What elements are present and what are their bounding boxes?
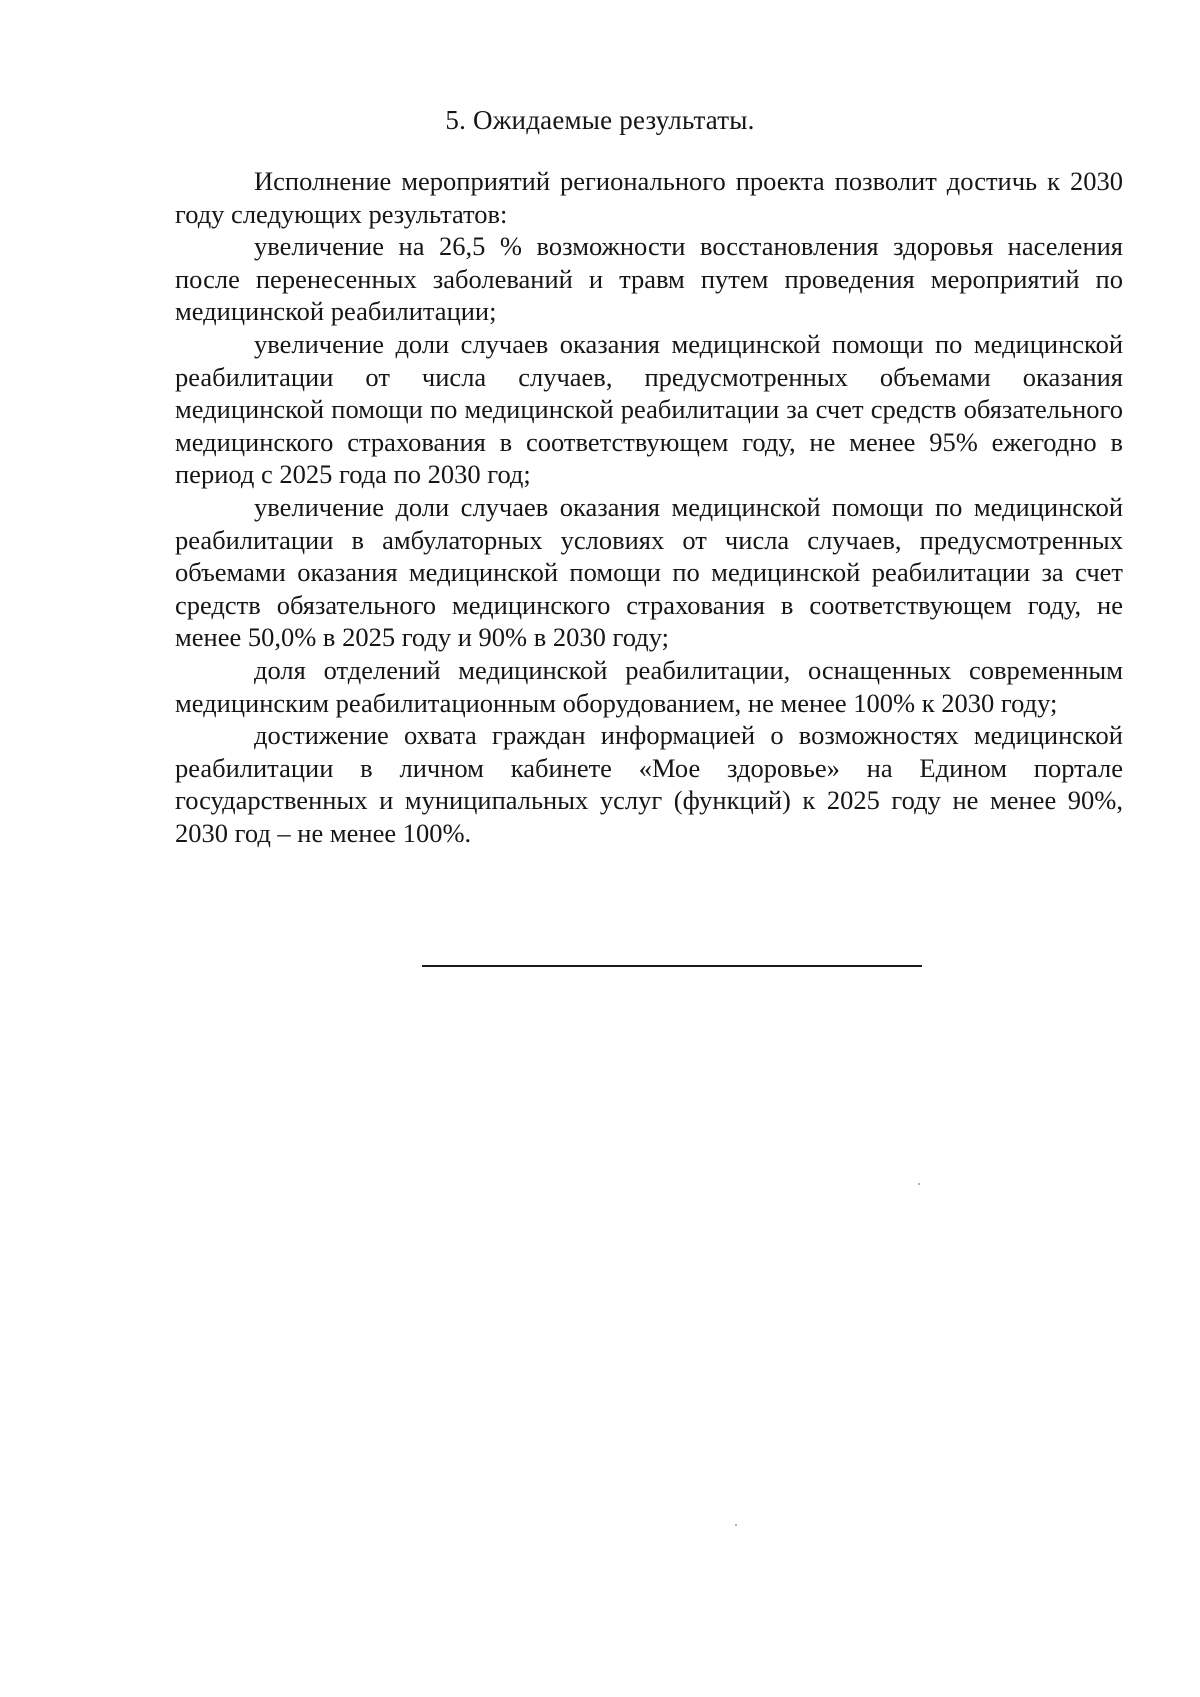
result-item: увеличение доли случаев оказания медицинской помощи по медицинской реабилитации в амбулаторных условиях от числа случаев, предусмотренных объемами оказания медицинской помощи по медицинской реабилитации за счет средств обязательного медицинского страхования в соответствующем году, не менее 50,0% в 2025 году и 90% в 2030 году; <box>175 491 1123 653</box>
result-item: увеличение на 26,5 % возможности восстановления здоровья населения после перенесенных заболеваний и травм путем проведения мероприятий по медицинской реабилитации; <box>175 231 1123 327</box>
result-item: достижение охвата граждан информацией о возможностях медицинской реабилитации в личном кабинете «Мое здоровье» на Едином портале государственных и муниципальных услуг (функций) к 2025 году не менее 90%, 2030 год – не менее 100%. <box>175 720 1123 848</box>
result-item: увеличение доли случаев оказания медицинской помощи по медицинской реабилитации от числа случаев, предусмотренных объемами оказания медицинской помощи по медицинской реабилитации за счет средств обязательного медицинского страхования в соответствующем году, не менее 95% ежегодно в период с 2025 года по 2030 год; <box>175 328 1123 490</box>
closing-divider-line <box>422 965 922 967</box>
section-body <box>175 165 1123 849</box>
intro-paragraph: Исполнение мероприятий регионального проекта позволит достичь к 2030 году следующих результатов: <box>175 166 1123 229</box>
result-item: доля отделений медицинской реабилитации, оснащенных современным медицинским реабилитационным оборудованием, не менее 100% к 2030 году; <box>175 654 1123 718</box>
scan-speck <box>735 1524 737 1526</box>
scan-speck <box>918 1183 920 1185</box>
section-heading: 5. Ожидаемые результаты. <box>445 105 755 135</box>
